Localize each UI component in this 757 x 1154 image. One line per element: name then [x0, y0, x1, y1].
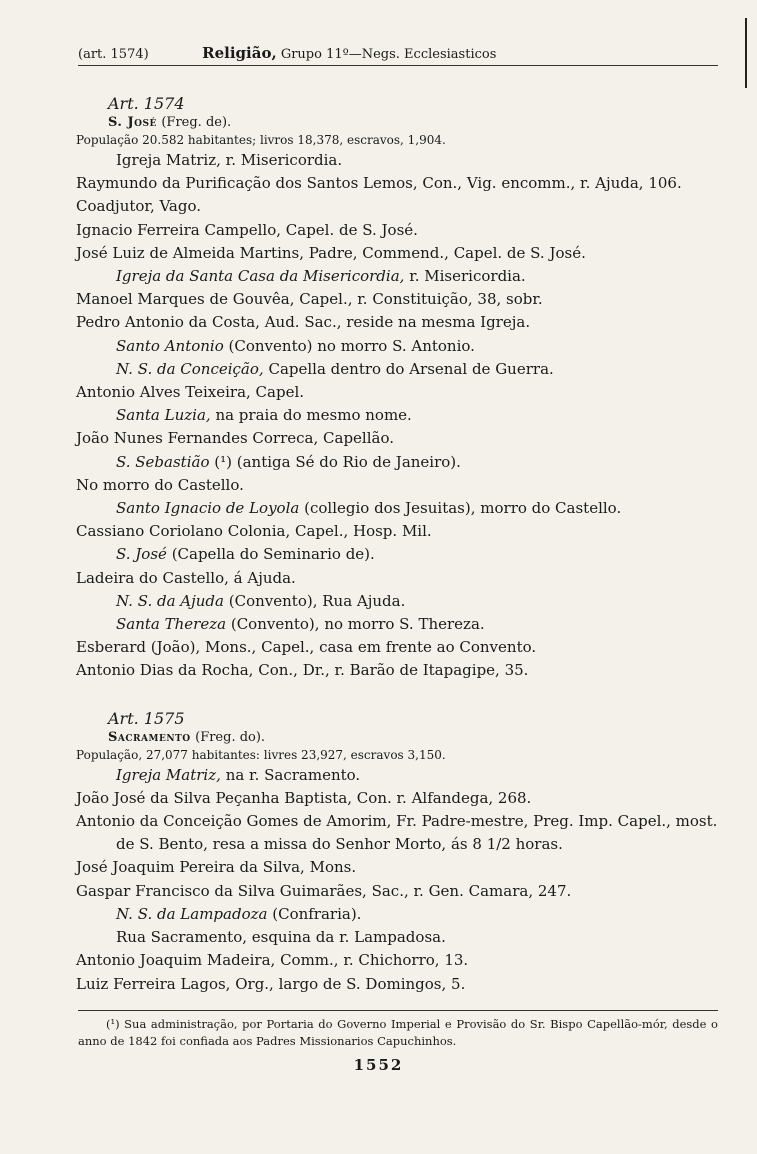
clergy-entry: Antonio da Conceição Gomes de Amorim, Fr. Padre-mestre, Preg. Imp. Capel., most. de S. Bento, resa a missa do Senhor Morto, ás 8 1/2 horas.: [76, 812, 718, 854]
clergy-entry: Ignacio Ferreira Campello, Capel. de S. José.: [76, 220, 418, 239]
church-name: Santo Antonio: [116, 336, 224, 355]
article-heading: Art. 1575: [108, 708, 185, 728]
church-name: S. Sebastião: [116, 452, 210, 471]
church-line: Igreja da Santa Casa da Misericordia, r. Misericordia.: [116, 267, 526, 286]
church-name: S. José: [116, 545, 167, 564]
header-subtitle: Grupo 11º—Negs. Ecclesiasticos: [280, 47, 497, 62]
church-line: N. S. da Ajuda (Convento), Rua Ajuda.: [116, 591, 406, 610]
church-name: Santa Luzia,: [116, 406, 211, 425]
clergy-entry: Raymundo da Purificação dos Santos Lemos, Con., Vig. encomm., r. Ajuda, 106.: [76, 174, 682, 193]
parish-name: S. José: [108, 115, 157, 130]
header-article-ref: (art. 1574): [78, 47, 149, 62]
population-line: População, 27,077 habitantes: livres 23,927, escravos 3,150.: [76, 747, 446, 762]
church-name: Santa Thereza: [116, 615, 227, 634]
clergy-entry: José Luiz de Almeida Martins, Padre, Commend., Capel. de S. José.: [76, 243, 586, 262]
church-line: Santa Thereza (Convento), no morro S. Thereza.: [116, 615, 485, 634]
church-line: S. José (Capella do Seminario de).: [116, 545, 375, 564]
header-title: Religião,: [202, 44, 277, 62]
church-line: N. S. da Lampadoza (Confraria).: [116, 904, 362, 923]
clergy-entry: Antonio Joaquim Madeira, Comm., r. Chichorro, 13.: [76, 951, 469, 970]
clergy-entry: João Nunes Fernandes Correca, Capellão.: [76, 429, 394, 448]
page-number: 1552: [353, 1056, 404, 1074]
church-line: Santo Antonio (Convento) no morro S. Antonio.: [116, 336, 475, 355]
clergy-entry: Gaspar Francisco da Silva Guimarães, Sac., r. Gen. Camara, 247.: [76, 881, 572, 900]
article-heading: Art. 1574: [108, 94, 185, 113]
parish-note: (Freg. de).: [161, 115, 232, 130]
clergy-entry: Pedro Antonio da Costa, Aud. Sac., reside na mesma Igreja.: [76, 313, 531, 332]
church-name: N. S. da Conceição,: [116, 359, 264, 378]
clergy-entry: Manoel Marques de Gouvêa, Capel., r. Constituição, 38, sobr.: [76, 290, 543, 309]
location-entry: No morro do Castello.: [76, 475, 244, 494]
church-line: Santa Luzia, na praia do mesmo nome.: [116, 406, 412, 425]
clergy-entry: Luiz Ferreira Lagos, Org., largo de S. Domingos, 5.: [76, 974, 466, 993]
clergy-entry: Coadjutor, Vago.: [76, 197, 202, 216]
church-line: S. Sebastião (¹) (antiga Sé do Rio de Janeiro).: [116, 452, 461, 471]
clergy-entry: Antonio Dias da Rocha, Con., Dr., r. Barão de Itapagipe, 35.: [76, 661, 529, 680]
church-line: N. S. da Conceição, Capella dentro do Arsenal de Guerra.: [116, 359, 554, 378]
address-line: Rua Sacramento, esquina da r. Lampadosa.: [116, 928, 446, 947]
parish-heading: [76, 729, 718, 746]
parish-name: Sacramento: [108, 729, 191, 745]
population-line: População 20.582 habitantes; livros 18,378, escravos, 1,904.: [76, 133, 446, 147]
clergy-entry: João José da Silva Peçanha Baptista, Con. r. Alfandega, 268.: [76, 788, 532, 807]
church-name: Santo Ignacio de Loyola: [116, 499, 300, 518]
clergy-entry: Cassiano Coriolano Colonia, Capel., Hosp. Mil.: [76, 522, 432, 541]
margin-rule: [745, 18, 747, 88]
church-line: Igreja Matriz, na r. Sacramento.: [116, 765, 361, 784]
church-name: N. S. da Ajuda: [116, 591, 224, 610]
page-body: [76, 90, 718, 996]
location-entry: Ladeira do Castello, á Ajuda.: [76, 568, 296, 587]
church-name: N. S. da Lampadoza: [116, 904, 268, 923]
clergy-entry: José Joaquim Pereira da Silva, Mons.: [76, 858, 357, 877]
church-name: Igreja da Santa Casa da Misericordia,: [116, 267, 405, 286]
church-line: Santo Ignacio de Loyola (collegio dos Jesuitas), morro do Castello.: [116, 499, 622, 518]
running-header: [78, 44, 718, 66]
church-line: Igreja Matriz, r. Misericordia.: [116, 151, 343, 169]
footnote: (¹) Sua administração, por Portaria do Governo Imperial e Provisão do Sr. Bispo Capellão-mór, desde o anno de 1842 foi confiada aos Padres Missionarios Capuchinhos.: [78, 1017, 718, 1048]
parish-note: (Freg. do).: [195, 729, 266, 745]
clergy-entry: Antonio Alves Teixeira, Capel.: [76, 383, 305, 402]
footnote-divider: [78, 1010, 718, 1011]
clergy-entry: Esberard (João), Mons., Capel., casa em frente ao Convento.: [76, 638, 537, 657]
parish-heading: [76, 114, 718, 131]
church-name: Igreja Matriz,: [116, 765, 221, 784]
